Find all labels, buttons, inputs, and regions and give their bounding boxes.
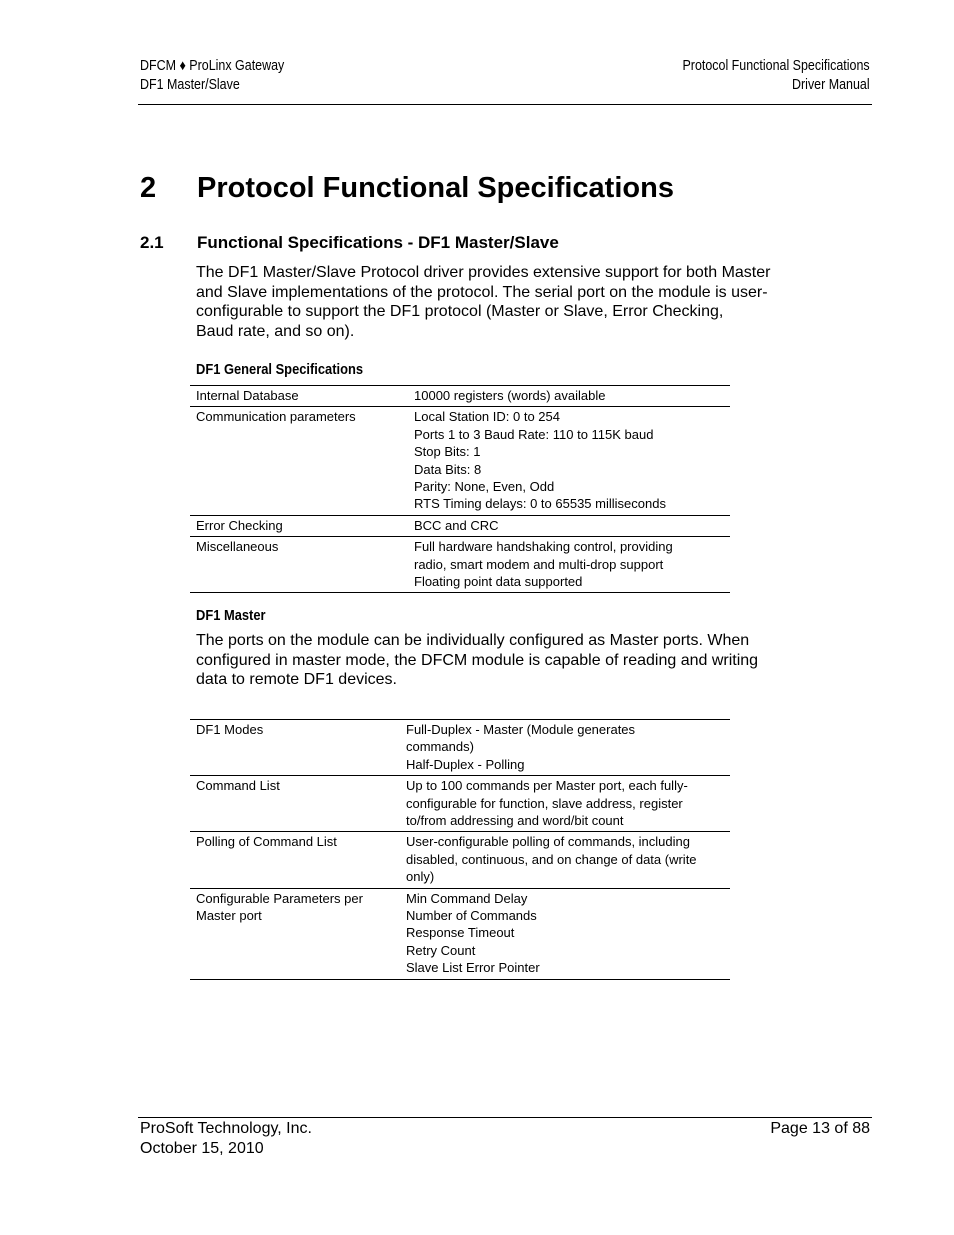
section-heading <box>140 232 559 254</box>
spec-label-cell <box>190 407 408 515</box>
footer-left <box>140 1119 312 1158</box>
spec-value: commands) <box>406 739 474 755</box>
spec-value: Retry Count <box>406 942 476 958</box>
spec-value-cell <box>400 888 730 979</box>
spec-label-cell <box>190 515 408 536</box>
spec-label: Miscellaneous <box>196 539 279 555</box>
master-caption: DF1 Master <box>196 607 266 624</box>
spec-value: BCC and CRC <box>414 517 499 533</box>
table-row <box>190 832 730 888</box>
header-subtitle: DF1 Master/Slave <box>140 77 240 93</box>
spec-label-cell <box>190 386 408 407</box>
general-specs-table <box>190 385 730 593</box>
spec-label-cell <box>190 888 400 979</box>
spec-value: disabled, continuous, and on change of data (write <box>406 851 697 867</box>
chapter-heading <box>140 170 674 206</box>
spec-value: radio, smart modem and multi-drop support <box>414 556 664 572</box>
spec-label: Command List <box>196 778 280 794</box>
table-row <box>190 776 730 832</box>
spec-value: Slave List Error Pointer <box>406 960 540 976</box>
footer-right <box>770 1119 870 1139</box>
table-row <box>190 386 730 407</box>
spec-value: Full-Duplex - Master (Module generates <box>406 722 636 737</box>
spec-value-cell <box>408 537 730 593</box>
spec-value: Response Timeout <box>406 925 515 941</box>
table-row <box>190 888 730 979</box>
spec-label: DF1 Modes <box>196 722 264 737</box>
chapter-title: Protocol Functional Specifications <box>197 172 674 204</box>
spec-label: Error Checking <box>196 517 283 533</box>
master-paragraph <box>196 631 836 690</box>
spec-value: Min Command Delay <box>406 890 528 906</box>
spec-label: Communication parameters <box>196 409 356 425</box>
table-row <box>190 407 730 515</box>
table-row <box>190 515 730 536</box>
chapter-number: 2 <box>140 172 157 204</box>
spec-label: Internal Database <box>196 388 299 403</box>
spec-value: Parity: None, Even, Odd <box>414 479 555 495</box>
footer-page-number: Page 13 of 88 <box>770 1120 870 1137</box>
running-header-left <box>140 57 284 95</box>
spec-value-cell <box>400 832 730 888</box>
spec-value: Ports 1 to 3 Baud Rate: 110 to 115K baud <box>414 426 654 442</box>
header-chapter-title: Protocol Functional Specifications <box>682 58 870 74</box>
spec-value: only) <box>406 869 435 885</box>
header-manual-type: Driver Manual <box>792 77 870 93</box>
spec-value: to/from addressing and word/bit count <box>406 813 624 829</box>
spec-label: Master port <box>196 908 262 924</box>
spec-value: Local Station ID: 0 to 254 <box>414 409 560 425</box>
spec-value-cell <box>408 515 730 536</box>
spec-label-cell <box>190 776 400 832</box>
spec-label: Configurable Parameters per <box>196 890 363 906</box>
spec-value: Up to 100 commands per Master port, each fully- <box>406 778 688 794</box>
section-title: Functional Specifications - DF1 Master/Slave <box>197 233 559 252</box>
spec-value: Stop Bits: 1 <box>414 444 481 460</box>
spec-value: Floating point data supported <box>414 574 583 590</box>
spec-value: Full hardware handshaking control, providing <box>414 539 673 555</box>
spec-value: Number of Commands <box>406 908 537 924</box>
table-row <box>190 720 730 776</box>
spec-value: 10000 registers (words) available <box>414 388 606 403</box>
spec-value: Half-Duplex - Polling <box>406 756 525 772</box>
table-row <box>190 537 730 593</box>
spec-value-cell <box>400 776 730 832</box>
footer-divider <box>138 1117 872 1118</box>
footer-company: ProSoft Technology, Inc. <box>140 1120 312 1137</box>
spec-value-cell <box>400 720 730 776</box>
header-product: DFCM ♦ ProLinx Gateway <box>140 58 285 74</box>
spec-label-cell <box>190 537 408 593</box>
header-divider <box>138 104 872 105</box>
spec-value: RTS Timing delays: 0 to 65535 milliseconds <box>414 496 666 512</box>
general-specs-caption: DF1 General Specifications <box>196 361 364 378</box>
master-specs-table <box>190 719 730 980</box>
footer-date: October 15, 2010 <box>140 1139 264 1157</box>
master-text: The ports on the module can be individually configured as Master ports. When configured in master mode, the DFCM module is capable of reading and writing data to remote DF1 devices. <box>196 632 759 689</box>
intro-paragraph <box>196 263 836 341</box>
spec-label: Polling of Command List <box>196 834 337 850</box>
spec-label-cell <box>190 720 400 776</box>
running-header-right <box>683 57 870 95</box>
intro-text: The DF1 Master/Slave Protocol driver provides extensive support for both Master and Slave implementations of the protocol. The serial port on the module is user- configurable to support the DF1 protocol (Master or Slave, Error Checking, Baud rate, and so on). <box>196 264 771 340</box>
spec-value-cell <box>408 386 730 407</box>
spec-value: User-configurable polling of commands, including <box>406 834 690 850</box>
spec-value: Data Bits: 8 <box>414 461 482 477</box>
section-number: 2.1 <box>140 233 164 252</box>
spec-label-cell <box>190 832 400 888</box>
spec-value-cell <box>408 407 730 515</box>
spec-value: configurable for function, slave address, register <box>406 795 683 811</box>
